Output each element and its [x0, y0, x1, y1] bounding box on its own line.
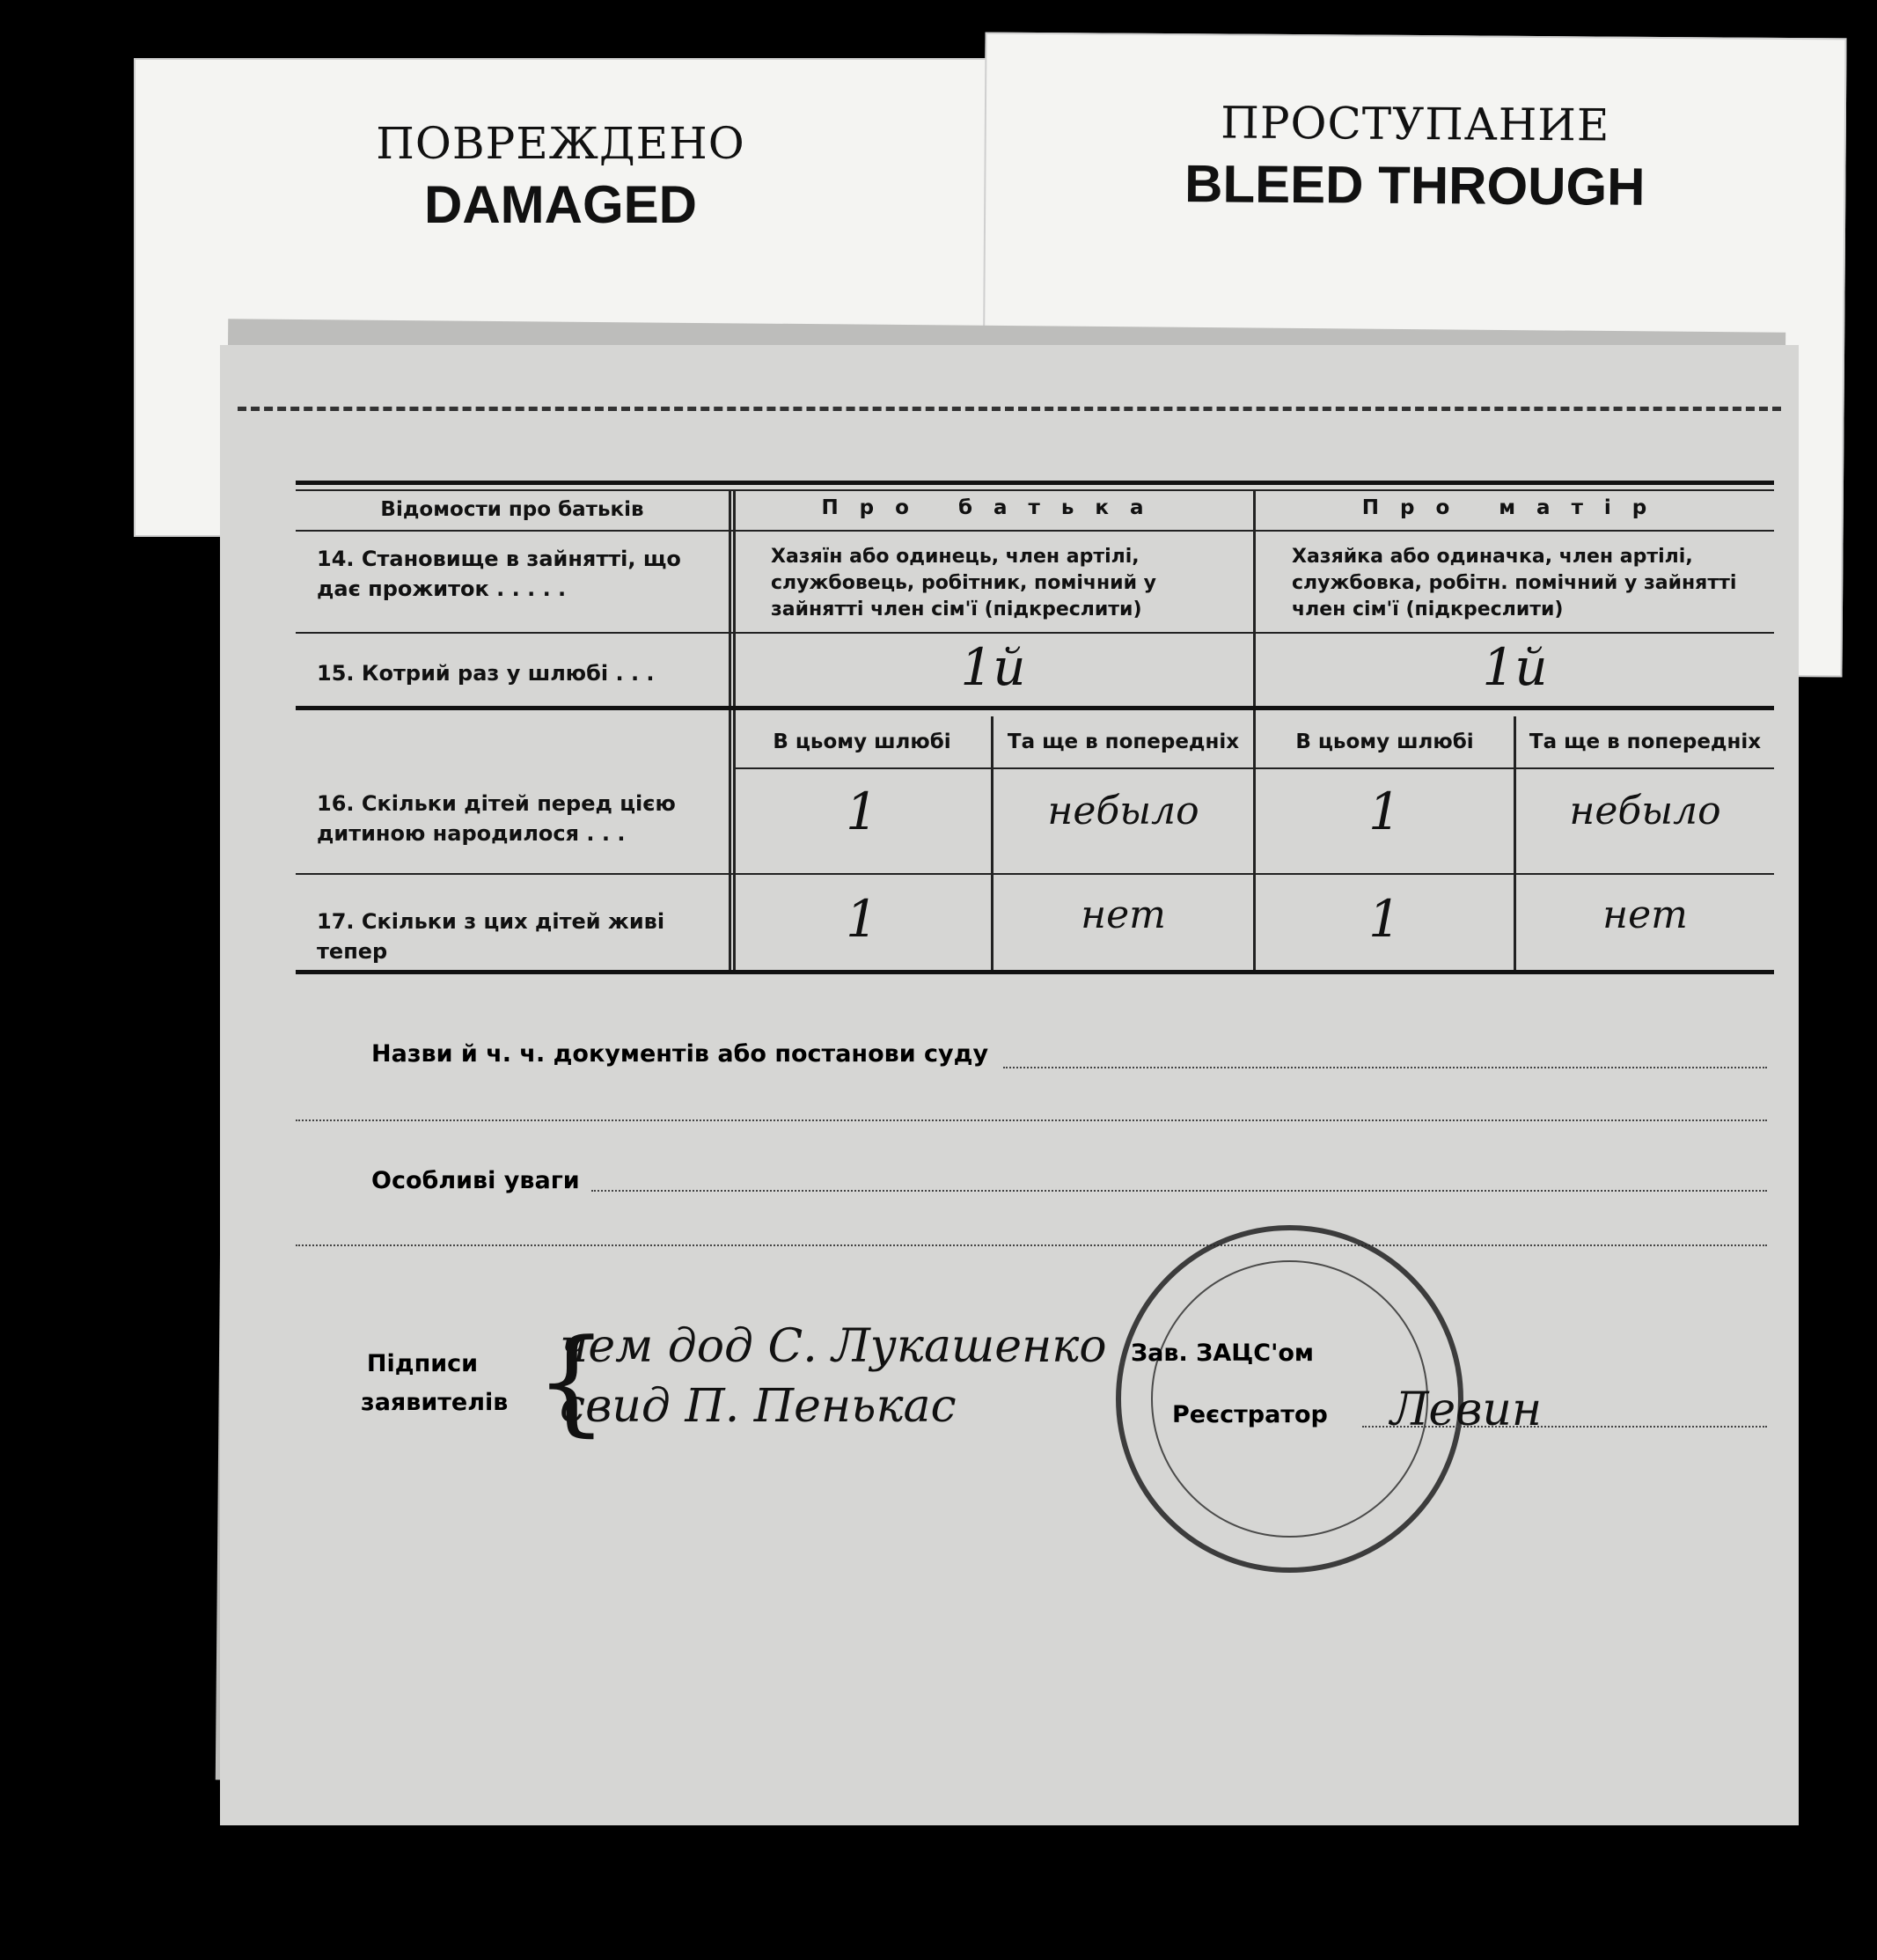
row17-father-previous: нет — [1081, 892, 1166, 937]
registrar-dotline — [1362, 1426, 1767, 1428]
head-label: Зав. ЗАЦС'ом — [1131, 1340, 1314, 1367]
row14-rule — [296, 632, 1774, 634]
row15-father-value: 1й — [960, 637, 1026, 697]
subheader-father-previous: Та ще в попередніх — [1007, 730, 1240, 753]
documents-dotline-2 — [296, 1119, 1767, 1121]
header-father: Про батька — [821, 496, 1165, 519]
row16-mother-this: 1 — [1368, 782, 1401, 841]
row15-rule — [296, 706, 1774, 710]
notes-dotline-2 — [296, 1244, 1767, 1246]
row16-label — [317, 789, 713, 848]
row16-father-this: 1 — [846, 782, 878, 841]
row16-number: 16. — [317, 791, 355, 816]
registrar-label: Реєстратор — [1172, 1401, 1328, 1428]
row15-label — [317, 658, 713, 688]
row14-father-options: Хазяїн або одинець, член артілі, службовець, робітник, помічний у зайнятті член сім'ї (підкреслити) — [771, 546, 1156, 620]
perforation-line — [238, 407, 1781, 411]
table-bottom-rule — [296, 970, 1774, 974]
column-divider — [729, 489, 731, 972]
header-parents-info: Відомости про батьків — [380, 498, 644, 521]
applicant-signature-1: чем дод С. Лукашенко — [560, 1320, 1107, 1373]
row16-father-previous: небыло — [1047, 789, 1199, 833]
official-stamp-inner-ring — [1151, 1260, 1428, 1538]
document-sheet — [220, 345, 1799, 1825]
damaged-label-en: DAMAGED — [424, 175, 697, 234]
bleed-label-ru: ПРОСТУПАНИЕ — [1221, 97, 1610, 151]
subheader-mother-this: В цьому шлюбі — [1295, 730, 1474, 753]
row16-mother-previous: небыло — [1569, 789, 1721, 833]
row17-label — [317, 907, 713, 966]
row16-text: Скільки дітей перед цією дитиною народилося . . . — [317, 791, 676, 846]
table-top-thin-rule — [296, 489, 1774, 491]
row17-text: Скільки з цих дітей живі тепер — [317, 909, 665, 964]
row17-mother-previous: нет — [1602, 892, 1688, 937]
header-rule — [296, 530, 1774, 532]
row16-rule — [296, 873, 1774, 875]
row14-label — [317, 544, 713, 604]
row14-number: 14. — [317, 547, 355, 571]
notes-dotline — [591, 1190, 1767, 1192]
applicant-signature-2: свид П. Пенькас — [560, 1380, 957, 1433]
subheader-rule — [733, 767, 1774, 769]
registrar-signature: Левин — [1390, 1384, 1543, 1436]
signature-brace: { — [535, 1314, 608, 1448]
signatures-label: Підписи заявителів — [361, 1350, 509, 1416]
row17-number: 17. — [317, 909, 355, 934]
row15-mother-value: 1й — [1482, 637, 1548, 697]
row15-text: Котрий раз у шлюбі . . . — [361, 661, 655, 686]
documents-dotline — [1003, 1067, 1767, 1068]
subheader-father-this: В цьому шлюбі — [773, 730, 951, 753]
notes-label: Особливі уваги — [371, 1167, 580, 1194]
damaged-label-ru: ПОВРЕЖДЕНО — [376, 118, 745, 169]
row17-father-this: 1 — [846, 889, 878, 949]
row14-text: Становище в зайнятті, що дає прожиток . . . . . — [317, 547, 681, 601]
table-top-rule — [296, 481, 1774, 485]
subheader-mother-previous: Та ще в попередніх — [1529, 730, 1762, 753]
row14-mother-options: Хазяйка або одиначка, член артілі, службовка, робітн. помічний у зайнятті член сім'ї (підкреслити) — [1292, 546, 1737, 620]
bleed-label-en: BLEED THROUGH — [1184, 154, 1646, 217]
documents-label: Назви й ч. ч. документів або постанови суду — [371, 1040, 989, 1068]
row17-mother-this: 1 — [1368, 889, 1401, 949]
header-mother: Про матір — [1361, 496, 1668, 519]
row15-number: 15. — [317, 661, 355, 686]
